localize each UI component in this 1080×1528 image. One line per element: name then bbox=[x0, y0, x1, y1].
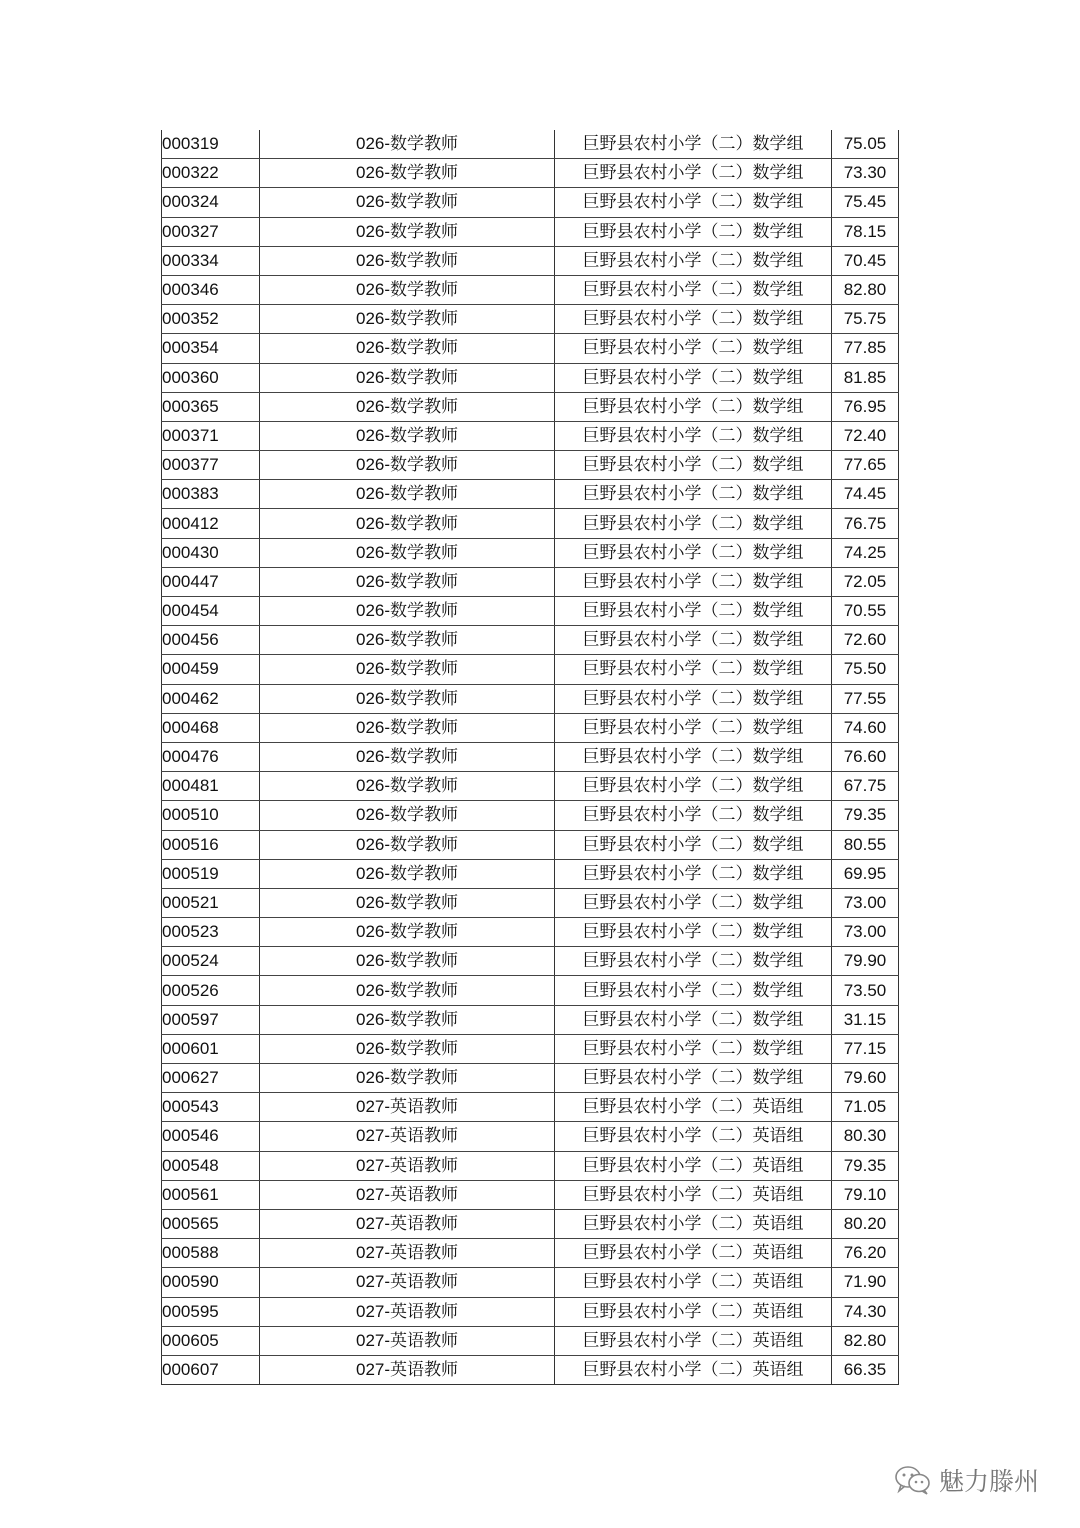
position-cell: 026-数学教师 bbox=[260, 918, 555, 947]
position-cell: 026-数学教师 bbox=[260, 246, 555, 275]
candidate-id-cell: 000456 bbox=[162, 626, 260, 655]
group-cell: 巨野县农村小学（二）英语组 bbox=[555, 1326, 832, 1355]
candidate-id-cell: 000519 bbox=[162, 859, 260, 888]
group-cell: 巨野县农村小学（二）数学组 bbox=[555, 1034, 832, 1063]
candidate-id-cell: 000377 bbox=[162, 451, 260, 480]
position-cell: 026-数学教师 bbox=[260, 1034, 555, 1063]
group-cell: 巨野县农村小学（二）数学组 bbox=[555, 334, 832, 363]
score-cell: 82.80 bbox=[832, 1326, 899, 1355]
position-cell: 026-数学教师 bbox=[260, 130, 555, 159]
score-cell: 77.65 bbox=[832, 451, 899, 480]
group-cell: 巨野县农村小学（二）数学组 bbox=[555, 509, 832, 538]
position-cell: 026-数学教师 bbox=[260, 801, 555, 830]
group-cell: 巨野县农村小学（二）数学组 bbox=[555, 480, 832, 509]
candidate-id-cell: 000412 bbox=[162, 509, 260, 538]
candidate-id-cell: 000526 bbox=[162, 976, 260, 1005]
group-cell: 巨野县农村小学（二）数学组 bbox=[555, 538, 832, 567]
score-cell: 74.25 bbox=[832, 538, 899, 567]
position-cell: 026-数学教师 bbox=[260, 976, 555, 1005]
score-cell: 80.20 bbox=[832, 1209, 899, 1238]
position-cell: 026-数学教师 bbox=[260, 742, 555, 771]
position-cell: 027-英语教师 bbox=[260, 1180, 555, 1209]
watermark bbox=[893, 1460, 1039, 1500]
candidate-id-cell: 000352 bbox=[162, 305, 260, 334]
score-cell: 77.85 bbox=[832, 334, 899, 363]
score-cell: 77.15 bbox=[832, 1034, 899, 1063]
score-cell: 70.45 bbox=[832, 246, 899, 275]
table-row bbox=[162, 480, 899, 509]
score-cell: 66.35 bbox=[832, 1355, 899, 1384]
group-cell: 巨野县农村小学（二）数学组 bbox=[555, 772, 832, 801]
table-row bbox=[162, 421, 899, 450]
candidate-id-cell: 000543 bbox=[162, 1093, 260, 1122]
score-cell: 79.35 bbox=[832, 801, 899, 830]
candidate-id-cell: 000590 bbox=[162, 1268, 260, 1297]
table-row bbox=[162, 1268, 899, 1297]
score-cell: 74.30 bbox=[832, 1297, 899, 1326]
position-cell: 026-数学教师 bbox=[260, 772, 555, 801]
table-row bbox=[162, 1326, 899, 1355]
group-cell: 巨野县农村小学（二）数学组 bbox=[555, 217, 832, 246]
candidate-id-cell: 000459 bbox=[162, 655, 260, 684]
table-row bbox=[162, 1239, 899, 1268]
group-cell: 巨野县农村小学（二）英语组 bbox=[555, 1151, 832, 1180]
position-cell: 026-数学教师 bbox=[260, 509, 555, 538]
candidate-id-cell: 000627 bbox=[162, 1064, 260, 1093]
table-row bbox=[162, 626, 899, 655]
score-cell: 31.15 bbox=[832, 1005, 899, 1034]
position-cell: 026-数学教师 bbox=[260, 421, 555, 450]
table-row bbox=[162, 1297, 899, 1326]
score-cell: 71.90 bbox=[832, 1268, 899, 1297]
group-cell: 巨野县农村小学（二）英语组 bbox=[555, 1209, 832, 1238]
group-cell: 巨野县农村小学（二）数学组 bbox=[555, 392, 832, 421]
candidate-id-cell: 000383 bbox=[162, 480, 260, 509]
score-cell: 79.35 bbox=[832, 1151, 899, 1180]
score-cell: 75.05 bbox=[832, 130, 899, 159]
position-cell: 026-数学教师 bbox=[260, 451, 555, 480]
group-cell: 巨野县农村小学（二）数学组 bbox=[555, 1005, 832, 1034]
score-cell: 69.95 bbox=[832, 859, 899, 888]
position-cell: 026-数学教师 bbox=[260, 480, 555, 509]
group-cell: 巨野县农村小学（二）数学组 bbox=[555, 830, 832, 859]
score-cell: 73.00 bbox=[832, 888, 899, 917]
score-cell: 74.45 bbox=[832, 480, 899, 509]
candidate-id-cell: 000524 bbox=[162, 947, 260, 976]
table-row bbox=[162, 597, 899, 626]
position-cell: 026-数学教师 bbox=[260, 363, 555, 392]
candidate-id-cell: 000523 bbox=[162, 918, 260, 947]
group-cell: 巨野县农村小学（二）数学组 bbox=[555, 567, 832, 596]
position-cell: 026-数学教师 bbox=[260, 597, 555, 626]
position-cell: 026-数学教师 bbox=[260, 888, 555, 917]
group-cell: 巨野县农村小学（二）数学组 bbox=[555, 363, 832, 392]
table-row bbox=[162, 1355, 899, 1384]
group-cell: 巨野县农村小学（二）数学组 bbox=[555, 1064, 832, 1093]
position-cell: 026-数学教师 bbox=[260, 684, 555, 713]
candidate-id-cell: 000597 bbox=[162, 1005, 260, 1034]
group-cell: 巨野县农村小学（二）数学组 bbox=[555, 918, 832, 947]
position-cell: 026-数学教师 bbox=[260, 830, 555, 859]
table-row bbox=[162, 830, 899, 859]
group-cell: 巨野县农村小学（二）数学组 bbox=[555, 246, 832, 275]
score-cell: 77.55 bbox=[832, 684, 899, 713]
group-cell: 巨野县农村小学（二）数学组 bbox=[555, 859, 832, 888]
candidate-id-cell: 000468 bbox=[162, 713, 260, 742]
position-cell: 026-数学教师 bbox=[260, 1064, 555, 1093]
group-cell: 巨野县农村小学（二）英语组 bbox=[555, 1180, 832, 1209]
score-cell: 72.05 bbox=[832, 567, 899, 596]
table-row bbox=[162, 1122, 899, 1151]
position-cell: 027-英语教师 bbox=[260, 1326, 555, 1355]
group-cell: 巨野县农村小学（二）数学组 bbox=[555, 742, 832, 771]
candidate-id-cell: 000476 bbox=[162, 742, 260, 771]
score-cell: 76.60 bbox=[832, 742, 899, 771]
group-cell: 巨野县农村小学（二）数学组 bbox=[555, 626, 832, 655]
candidate-id-cell: 000324 bbox=[162, 188, 260, 217]
candidate-id-cell: 000319 bbox=[162, 130, 260, 159]
score-cell: 71.05 bbox=[832, 1093, 899, 1122]
position-cell: 027-英语教师 bbox=[260, 1151, 555, 1180]
table-row bbox=[162, 1005, 899, 1034]
score-cell: 67.75 bbox=[832, 772, 899, 801]
candidate-id-cell: 000346 bbox=[162, 275, 260, 304]
score-cell: 79.60 bbox=[832, 1064, 899, 1093]
table-row bbox=[162, 509, 899, 538]
candidate-id-cell: 000354 bbox=[162, 334, 260, 363]
candidate-id-cell: 000462 bbox=[162, 684, 260, 713]
table-row bbox=[162, 334, 899, 363]
candidate-id-cell: 000371 bbox=[162, 421, 260, 450]
group-cell: 巨野县农村小学（二）数学组 bbox=[555, 976, 832, 1005]
score-cell: 76.75 bbox=[832, 509, 899, 538]
group-cell: 巨野县农村小学（二）英语组 bbox=[555, 1093, 832, 1122]
candidate-id-cell: 000454 bbox=[162, 597, 260, 626]
table-row bbox=[162, 976, 899, 1005]
table-row bbox=[162, 684, 899, 713]
position-cell: 026-数学教师 bbox=[260, 1005, 555, 1034]
candidate-id-cell: 000510 bbox=[162, 801, 260, 830]
position-cell: 027-英语教师 bbox=[260, 1239, 555, 1268]
table-row bbox=[162, 305, 899, 334]
group-cell: 巨野县农村小学（二）英语组 bbox=[555, 1122, 832, 1151]
score-cell: 82.80 bbox=[832, 275, 899, 304]
position-cell: 026-数学教师 bbox=[260, 159, 555, 188]
group-cell: 巨野县农村小学（二）英语组 bbox=[555, 1355, 832, 1384]
score-cell: 80.30 bbox=[832, 1122, 899, 1151]
position-cell: 026-数学教师 bbox=[260, 947, 555, 976]
score-cell: 73.30 bbox=[832, 159, 899, 188]
table-row bbox=[162, 451, 899, 480]
candidate-id-cell: 000327 bbox=[162, 217, 260, 246]
table-row bbox=[162, 246, 899, 275]
candidate-id-cell: 000430 bbox=[162, 538, 260, 567]
table-row bbox=[162, 801, 899, 830]
candidate-id-cell: 000365 bbox=[162, 392, 260, 421]
table-row bbox=[162, 1034, 899, 1063]
table-row bbox=[162, 742, 899, 771]
score-cell: 70.55 bbox=[832, 597, 899, 626]
score-cell: 75.50 bbox=[832, 655, 899, 684]
group-cell: 巨野县农村小学（二）数学组 bbox=[555, 275, 832, 304]
table-row bbox=[162, 713, 899, 742]
group-cell: 巨野县农村小学（二）数学组 bbox=[555, 597, 832, 626]
position-cell: 026-数学教师 bbox=[260, 305, 555, 334]
candidate-id-cell: 000561 bbox=[162, 1180, 260, 1209]
group-cell: 巨野县农村小学（二）数学组 bbox=[555, 451, 832, 480]
score-cell: 74.60 bbox=[832, 713, 899, 742]
candidate-id-cell: 000588 bbox=[162, 1239, 260, 1268]
score-table bbox=[161, 130, 899, 1385]
candidate-id-cell: 000516 bbox=[162, 830, 260, 859]
score-cell: 72.40 bbox=[832, 421, 899, 450]
table-row bbox=[162, 655, 899, 684]
group-cell: 巨野县农村小学（二）英语组 bbox=[555, 1268, 832, 1297]
position-cell: 027-英语教师 bbox=[260, 1268, 555, 1297]
position-cell: 027-英语教师 bbox=[260, 1355, 555, 1384]
group-cell: 巨野县农村小学（二）数学组 bbox=[555, 947, 832, 976]
table-row bbox=[162, 859, 899, 888]
table-row bbox=[162, 772, 899, 801]
group-cell: 巨野县农村小学（二）数学组 bbox=[555, 713, 832, 742]
candidate-id-cell: 000360 bbox=[162, 363, 260, 392]
table-row bbox=[162, 1209, 899, 1238]
table-row bbox=[162, 392, 899, 421]
score-cell: 78.15 bbox=[832, 217, 899, 246]
table-row bbox=[162, 363, 899, 392]
position-cell: 026-数学教师 bbox=[260, 626, 555, 655]
candidate-id-cell: 000595 bbox=[162, 1297, 260, 1326]
group-cell: 巨野县农村小学（二）英语组 bbox=[555, 1239, 832, 1268]
score-cell: 76.95 bbox=[832, 392, 899, 421]
table-row bbox=[162, 188, 899, 217]
group-cell: 巨野县农村小学（二）英语组 bbox=[555, 1297, 832, 1326]
position-cell: 026-数学教师 bbox=[260, 392, 555, 421]
wechat-icon bbox=[893, 1463, 933, 1497]
score-cell: 76.20 bbox=[832, 1239, 899, 1268]
table-row bbox=[162, 567, 899, 596]
group-cell: 巨野县农村小学（二）数学组 bbox=[555, 655, 832, 684]
position-cell: 026-数学教师 bbox=[260, 538, 555, 567]
group-cell: 巨野县农村小学（二）数学组 bbox=[555, 801, 832, 830]
candidate-id-cell: 000546 bbox=[162, 1122, 260, 1151]
position-cell: 027-英语教师 bbox=[260, 1122, 555, 1151]
candidate-id-cell: 000334 bbox=[162, 246, 260, 275]
position-cell: 027-英语教师 bbox=[260, 1297, 555, 1326]
table-row bbox=[162, 217, 899, 246]
table-row bbox=[162, 947, 899, 976]
table-row bbox=[162, 159, 899, 188]
score-cell: 81.85 bbox=[832, 363, 899, 392]
score-cell: 75.45 bbox=[832, 188, 899, 217]
score-table-body bbox=[162, 130, 899, 1385]
score-cell: 73.50 bbox=[832, 976, 899, 1005]
group-cell: 巨野县农村小学（二）数学组 bbox=[555, 888, 832, 917]
score-cell: 75.75 bbox=[832, 305, 899, 334]
group-cell: 巨野县农村小学（二）数学组 bbox=[555, 684, 832, 713]
position-cell: 026-数学教师 bbox=[260, 859, 555, 888]
candidate-id-cell: 000447 bbox=[162, 567, 260, 596]
table-row bbox=[162, 1180, 899, 1209]
score-cell: 79.90 bbox=[832, 947, 899, 976]
position-cell: 026-数学教师 bbox=[260, 713, 555, 742]
score-cell: 79.10 bbox=[832, 1180, 899, 1209]
candidate-id-cell: 000601 bbox=[162, 1034, 260, 1063]
candidate-id-cell: 000565 bbox=[162, 1209, 260, 1238]
group-cell: 巨野县农村小学（二）数学组 bbox=[555, 305, 832, 334]
table-row bbox=[162, 275, 899, 304]
position-cell: 026-数学教师 bbox=[260, 334, 555, 363]
candidate-id-cell: 000548 bbox=[162, 1151, 260, 1180]
table-row bbox=[162, 538, 899, 567]
position-cell: 026-数学教师 bbox=[260, 188, 555, 217]
candidate-id-cell: 000607 bbox=[162, 1355, 260, 1384]
watermark-text: 魅力滕州 bbox=[939, 1467, 1040, 1496]
table-row bbox=[162, 1064, 899, 1093]
score-cell: 73.00 bbox=[832, 918, 899, 947]
candidate-id-cell: 000605 bbox=[162, 1326, 260, 1355]
table-row bbox=[162, 130, 899, 159]
table-row bbox=[162, 918, 899, 947]
candidate-id-cell: 000481 bbox=[162, 772, 260, 801]
position-cell: 026-数学教师 bbox=[260, 217, 555, 246]
group-cell: 巨野县农村小学（二）数学组 bbox=[555, 421, 832, 450]
candidate-id-cell: 000322 bbox=[162, 159, 260, 188]
group-cell: 巨野县农村小学（二）数学组 bbox=[555, 130, 832, 159]
score-cell: 72.60 bbox=[832, 626, 899, 655]
group-cell: 巨野县农村小学（二）数学组 bbox=[555, 188, 832, 217]
table-row bbox=[162, 888, 899, 917]
position-cell: 026-数学教师 bbox=[260, 655, 555, 684]
candidate-id-cell: 000521 bbox=[162, 888, 260, 917]
table-row bbox=[162, 1151, 899, 1180]
position-cell: 026-数学教师 bbox=[260, 567, 555, 596]
table-row bbox=[162, 1093, 899, 1122]
group-cell: 巨野县农村小学（二）数学组 bbox=[555, 159, 832, 188]
position-cell: 026-数学教师 bbox=[260, 275, 555, 304]
position-cell: 027-英语教师 bbox=[260, 1209, 555, 1238]
position-cell: 027-英语教师 bbox=[260, 1093, 555, 1122]
score-cell: 80.55 bbox=[832, 830, 899, 859]
